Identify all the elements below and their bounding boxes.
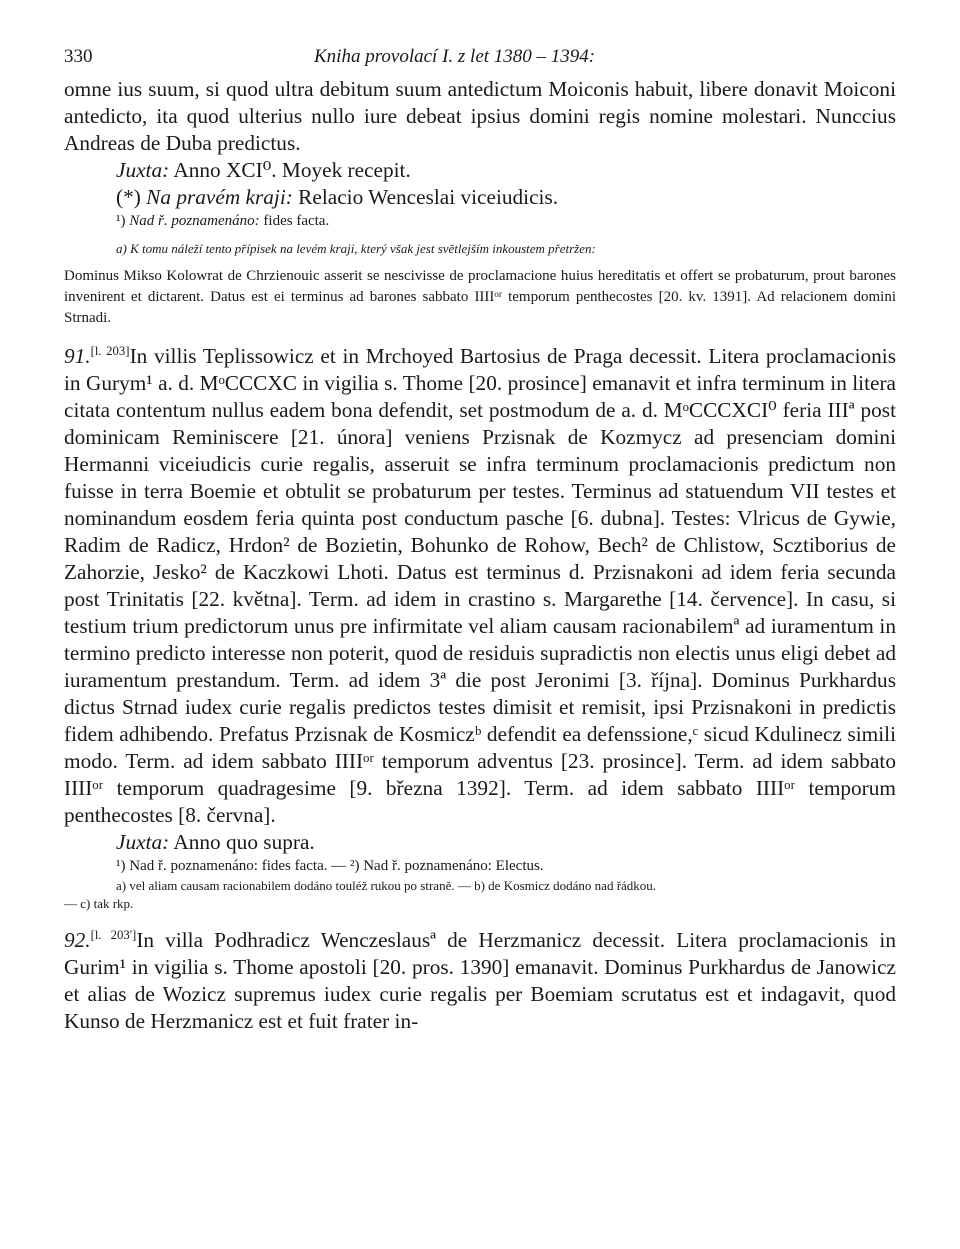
page-number: 330: [64, 46, 93, 67]
entry-92-folio: [l. 203']: [90, 927, 137, 942]
entry-91-body: In villis Teplissowicz et in Mrchoyed Bartosius de Praga decessit. Litera proclamacionis in Gurym¹ a. d. MᵒCCCXC in vigilia s. Thome [20. prosince] emanavit et infra terminum in litera citata contentum nullus eadem bona defendit, set postmodum de a. d. MᵒCCCXCI⁰ feria IIIª post dominicam Reminiscere [21. února] veniens Przisnak de Kozmycz ad presenciam domini Hermanni viceiudicis curie regalis, asseruit se infra terminum proclamacionis predictum non fuisse in terra Boemie et obtulit se probaturum per testes. Terminus ad statuendum VII testes et nominandum eosdem feria quinta post conductum pasche [6. dubna]. Testes: Vlricus de Gywie, Radim de Radicz, Hrdon² de Bozietin, Bohunko de Rohow, Bech² de Chlistow, Scztiborius de Zahorzie, Jesko² de Kaczkowi Lhoti. Datus est terminus d. Przisnakoni ad idem feria secunda post Trinitatis [22. května]. Term. ad idem in crastino s. Margarethe [14. července]. In casu, si testium trium predictorum unus pre infirmitate vel aliam causam racionabilemª ad iuramentum in termino predicto interesse non poterit, quod de residuis supradictis non electis unus eligi debet ad iuramentum prestandum. Term. ad idem 3ª die post Jeronimi [3. října]. Dominus Purkhardus dictus Strnad iudex curie regalis predictos testes dimisit et remisit, ipsi Przisnakoni in predictis fidem adhibendo. Prefatus Przisnak de Kosmiczᵇ defendit ea defenssione,ᶜ sicud Kdulinecz simili modo. Term. ad idem sabbato IIIIᵒʳ temporum adventus [23. prosince]. Term. ad idem sabbato IIIIᵒʳ temporum quadragesime [9. března 1392]. Term. ad idem sabbato IIIIᵒʳ temporum penthecostes [8. června].: [64, 344, 896, 827]
entry-91: [64, 343, 896, 913]
entry-91-juxta-label: Juxta:: [116, 830, 170, 854]
margin-note-mark: (*): [116, 185, 147, 209]
entry-92-body: In villa Podhradicz Wenczeslausª de Herzmanicz decessit. Litera proclamacionis in Gurim¹ in vigilia s. Thome apostoli [20. pros. 1390] emanavit. Dominus Purkhardus de Janowicz et alias de Wozicz supremus iudex curie regalis per Boemiam scrutatus est et indagavit, quod Kunso de Herzmanicz est et fuit frater in-: [64, 928, 896, 1033]
running-title: Kniha provolací I. z let 1380 – 1394:: [314, 46, 596, 67]
footnote-1-text: fides facta.: [259, 213, 330, 229]
footnote-1-mark: ¹): [116, 213, 130, 229]
continuation-section: [64, 76, 896, 329]
margin-note-label: Na pravém kraji:: [146, 185, 293, 209]
entry-91-number: 91.: [64, 344, 91, 368]
entry-91-folio: [l. 203]: [90, 343, 130, 358]
footnote-1-label: Nad ř. poznamenáno:: [129, 213, 260, 229]
entry-91-juxta-text: Anno quo supra.: [169, 830, 315, 854]
document-page: [64, 40, 896, 1035]
footnote-a-body: Dominus Mikso Kolowrat de Chrzienouic asserit se nescivisse de proclamacione huius hereditatis et offert se probaturum, prout barones invenirent et dictarent. Datus est ei terminus ad barones sabbato IIIIᵒʳ temporum penthecostes [20. kv. 1391]. Ad relacionem domini Strnadi.: [64, 268, 896, 326]
entry-92-number: 92.: [64, 928, 91, 952]
entry-92-paragraph: [64, 927, 896, 1035]
footnote-a-heading: [64, 240, 896, 258]
entry-92: [64, 927, 896, 1035]
entry-91-juxta: [64, 829, 896, 856]
footnote-a-text: K tomu náleží tento přípisek na levém kraji, který však jest světlejším inkoustem přetržen:: [130, 241, 596, 256]
juxta-note: [64, 157, 896, 184]
juxta-label: Juxta:: [116, 158, 170, 182]
footnote-a-mark: a): [116, 241, 131, 256]
margin-note: [64, 184, 896, 211]
footnote-1: [64, 211, 896, 232]
juxta-text: Anno XCI⁰. Moyek recepit.: [169, 158, 411, 182]
entry-91-footnotes-line-1: ¹) Nad ř. poznamenáno: fides facta. — ²) Nad ř. poznamenáno: Electus.: [116, 858, 544, 874]
entry-91-paragraph: [64, 343, 896, 829]
entry-91-footnotes-line-2: a) vel aliam causam racionabilem dodáno touléž rukou po straně. — b) de Kosmicz dodáno nad řádkou.: [116, 878, 657, 893]
page-header: [64, 40, 896, 76]
continuation-paragraph: omne ius suum, si quod ultra debitum suum antedictum Moiconis habuit, libere donavit Moiconi antedicto, ita quod ulterius nullo iure debeat ipsius domini regis nomine molestari. Nunccius Andreas de Duba predictus.: [64, 77, 896, 155]
entry-91-footnotes-line-3: — c) tak rkp.: [64, 896, 134, 911]
margin-note-text: Relacio Wenceslai viceiudicis.: [292, 185, 559, 209]
